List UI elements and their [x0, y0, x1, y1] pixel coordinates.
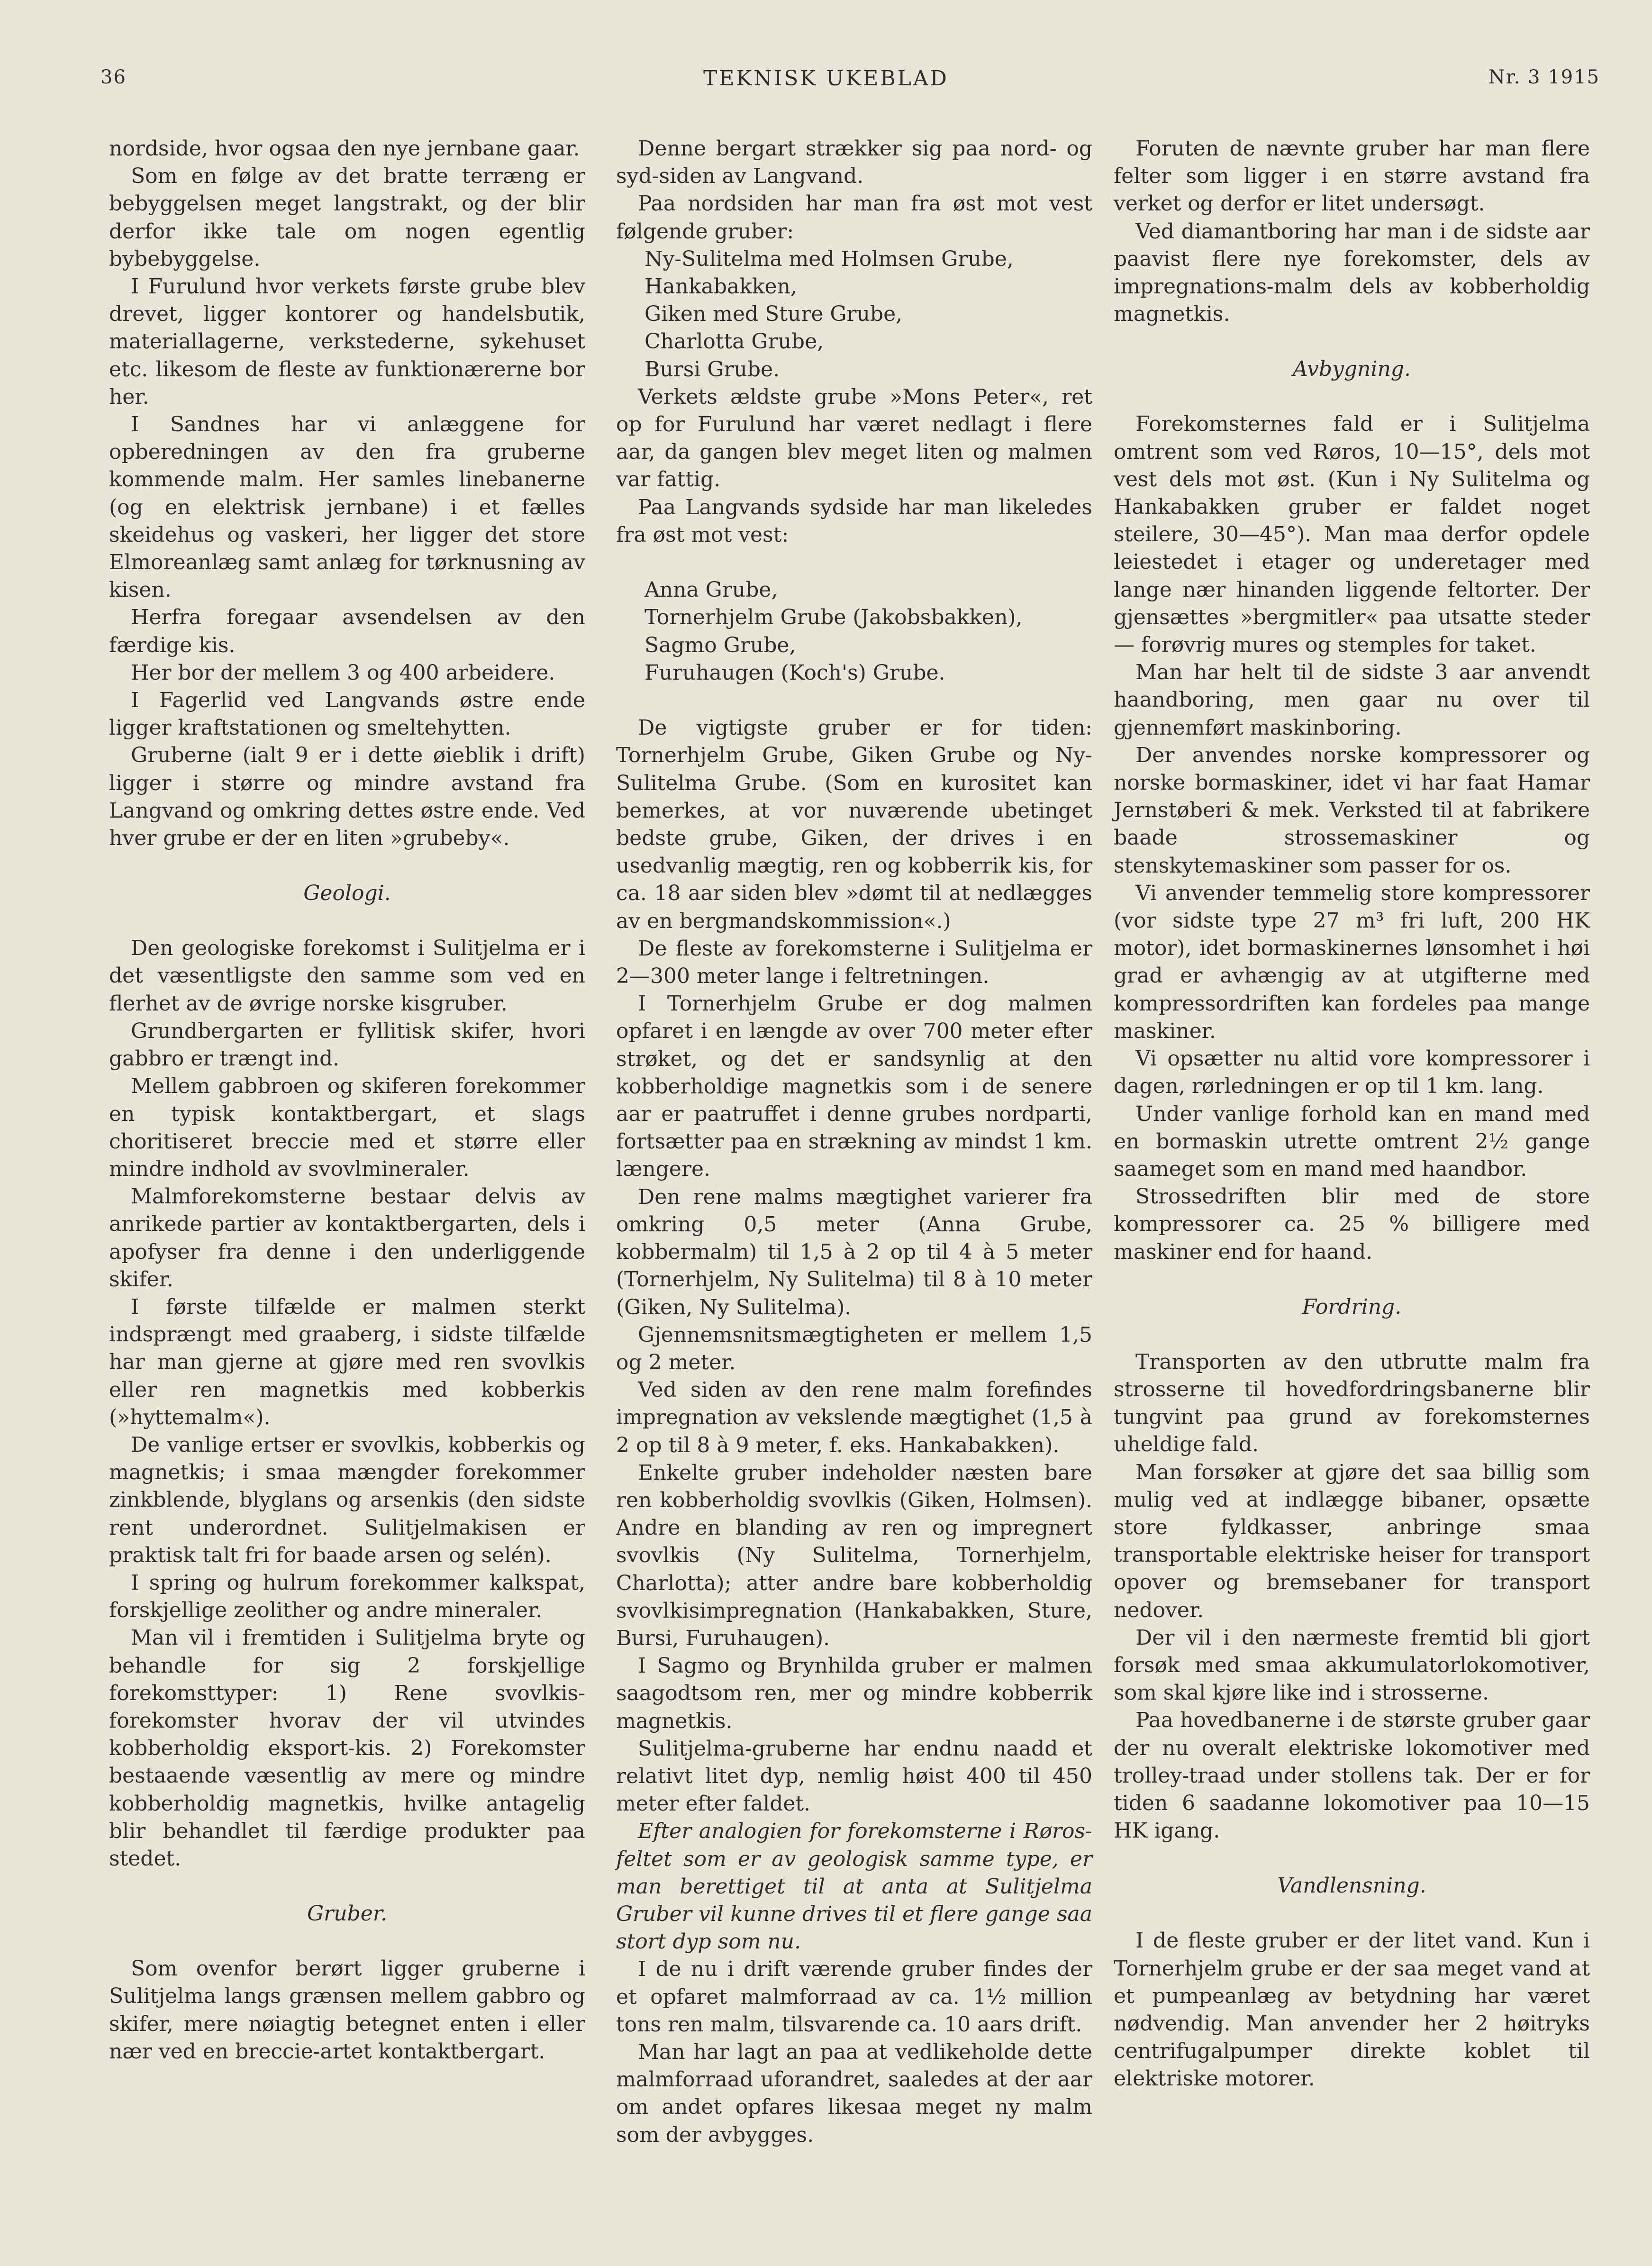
paragraph: I de fleste gruber er der litet vand. Kun i Tornerhjelm grube er der saa meget vand at et pumpeanlæg av betydning har været nødvendig. Man anvender her 2 høitryks centrifugalpumper direkte koblet til elektriske motorer. — [1114, 1929, 1590, 2091]
paragraph: De vanlige ertser er svovlkis, kobberkis og magnetkis; i smaa mængder forekommer zinkblende, blyglans og arsenkis (den sidste rent underordnet. Sulitjelmakisen er praktisk talt fri for baade arsen og selén). — [109, 1432, 585, 1567]
paragraph: Her bor der mellem 3 og 400 arbeidere. — [131, 660, 555, 685]
paragraph: De vigtigste gruber er for tiden: Tornerhjelm Grube, Giken Grube og Ny-Sulitelma Grube. (Som en kurositet kan bemerkes, at vor nuværende ubetinget bedste grube, Giken, der drives i en usedvanlig mægtig, ren og kobberrik kis, for ca. 18 aar siden blev »dømt til at nedlægges av en bergmandskommission«.) — [616, 716, 1092, 933]
page-header — [0, 66, 1652, 100]
paragraph: Man har helt til de sidste 3 aar anvendt haandboring, men gaar nu over til gjennemført maskinboring. — [1114, 660, 1590, 740]
paragraph: Man vil i fremtiden i Sulitjelma bryte og behandle for sig 2 forskjellige forekomsttyper: 1) Rene svovlkis-forekomster hvorav der vil utvindes kobberholdig eksport-kis. 2) Forekomster bestaaende væsentlig av mere og mindre kobberholdig magnetkis, hvilke antagelig blir behandlet til færdige produkter paa stedet. — [109, 1626, 585, 1871]
paragraph-italic: Efter analogien for forekomsterne i Røros-feltet som er av geologisk samme type, er man berettiget til at anta at Sulitjelma Gruber vil kunne drives til et flere gange saa stort dyp som nu. — [616, 1819, 1092, 1954]
list-item: Ny-Sulitelma med Holmsen Grube, — [644, 246, 1014, 271]
paragraph: I Sandnes har vi anlæggene for opberedningen av den fra gruberne kommende malm. Her samles linebanerne (og en elektrisk jernbane) i et fælles skeidehus og vaskeri, her ligger det store Elmoreanlæg samt anlæg for tørknusning av kisen. — [109, 412, 585, 602]
paragraph: Forekomsternes fald er i Sulitjelma omtrent som ved Røros, 10—15°, dels mot vest dels mot øst. (Kun i Ny Sulitelma og Hankabakken gruber er faldet noget steilere, 30—45°). Man maa derfor opdele leiestedet i etager og underetager med lange nær hinanden liggende feltorter. Der gjensættes »bergmitler« paa utsatte steder — forøvrig mures og stemples for taket. — [1114, 412, 1590, 657]
list-item: Giken med Sture Grube, — [644, 302, 903, 327]
paragraph: Man har lagt an paa at vedlikeholde dette malmforraad uforandret, saaledes at der aar om andet opfares likesaa meget ny malm som der avbygges. — [616, 2039, 1092, 2147]
paragraph: I Furulund hvor verkets første grube blev drevet, ligger kontorer og handelsbutik, materiallagerne, verkstederne, sykehuset etc. likesom de fleste av funktionærerne bor her. — [109, 274, 585, 409]
paragraph: Malmforekomsterne bestaar delvis av anrikede partier av kontaktbergarten, dels i apofyser fra denne i den underliggende skifer. — [109, 1184, 585, 1292]
paragraph: Vi anvender temmelig store kompressorer (vor sidste type 27 m³ fri luft, 200 HK motor), idet bormaskinernes lønsomhet i høi grad er avhængig av at utgifterne med kompressordriften kan fordeles paa mange maskiner. — [1114, 881, 1590, 1043]
paragraph: Paa nordsiden har man fra øst mot vest følgende gruber: — [616, 191, 1092, 244]
mine-list-south — [616, 576, 1092, 687]
spacer — [616, 549, 1092, 576]
paragraph: Verkets ældste grube »Mons Peter«, ret op for Furulund har været nedlagt i flere aar, da gangen blev meget liten og malmen var fattig. — [616, 384, 1092, 492]
paragraph: Som ovenfor berørt ligger gruberne i Sulitjelma langs grænsen mellem gabbro og skifer, mere nøiagtig betegnet enten i eller nær ved en breccie-artet kontaktbergart. — [109, 1957, 585, 2064]
paragraph: Sulitjelma-gruberne har endnu naadd et relativt litet dyp, nemlig høist 400 til 450 meter efter faldet. — [616, 1736, 1092, 1816]
paragraph: Ved diamantboring har man i de sidste aar paavist flere nye forekomster, dels av impregnations-malm dels av kobberholdig magnetkis. — [1114, 219, 1590, 327]
paragraph: I Sagmo og Brynhilda gruber er malmen saagodtsom ren, mer og mindre kobberrik magnetkis. — [616, 1654, 1092, 1733]
column-2 — [616, 135, 1092, 2149]
mine-list-north — [616, 246, 1092, 383]
paragraph: Mellem gabbroen og skiferen forekommer en typisk kontaktbergart, et slags choritiseret breccie med et større eller mindre indhold av svovlmineraler. — [109, 1074, 585, 1181]
paragraph: Denne bergart strækker sig paa nord- og syd-siden av Langvand. — [616, 137, 1092, 189]
section-heading-fordring: Fordring. — [1302, 1294, 1402, 1319]
journal-title: TEKNISK UKEBLAD — [703, 66, 949, 91]
paragraph: I spring og hulrum forekommer kalkspat, forskjellige zeolither og andre mineraler. — [109, 1570, 585, 1623]
page-number: 36 — [100, 66, 127, 88]
list-item: Sagmo Grube, — [644, 633, 796, 657]
paragraph: Under vanlige forhold kan en mand med en bormaskin utrette omtrent 2½ gange saameget som en mand med haandbor. — [1114, 1101, 1590, 1181]
section-heading-geologi: Geologi. — [303, 881, 391, 906]
list-item: Anna Grube, — [644, 578, 778, 602]
paragraph: Ved siden av den rene malm forefindes impregnation av vekslende mægtighet (1,5 à 2 op til 8 à 9 meter, f. eks. Hankabakken). — [616, 1378, 1092, 1457]
paragraph: Paa Langvands sydside har man likeledes fra øst mot vest: — [616, 495, 1092, 547]
column-1 — [109, 135, 585, 2066]
paragraph: I de nu i drift værende gruber findes der et opfaret malmforraad av ca. 1½ million tons ren malm, tilsvarende ca. 10 aars drift. — [616, 1957, 1092, 2037]
paragraph: Der anvendes norske kompressorer og norske bormaskiner, idet vi har faat Hamar Jernstøberi & mek. Verksted til at fabrikere baade strossemaskiner og stenskytemaskiner som passer for os. — [1114, 743, 1590, 878]
paragraph: Foruten de nævnte gruber har man flere felter som ligger i en større avstand fra verket og derfor er litet undersøgt. — [1114, 137, 1590, 216]
spacer — [616, 687, 1092, 714]
paragraph: Gjennemsnitsmægtigheten er mellem 1,5 og 2 meter. — [616, 1322, 1092, 1374]
section-heading-gruber: Gruber. — [307, 1902, 387, 1926]
paragraph: Den geologiske forekomst i Sulitjelma er i det væsentligste den samme som ved en flerhet av de øvrige norske kisgruber. — [109, 936, 585, 1016]
paragraph: Enkelte gruber indeholder næsten bare ren kobberholdig svovlkis (Giken, Holmsen). Andre en blanding av ren og impregnert svovlkis (Ny Sulitelma, Tornerhjelm, Charlotta); atter andre bare kobberholdig svovlkisimpregnation (Hankabakken, Sture, Bursi, Furuhaugen). — [616, 1460, 1092, 1650]
issue-number: Nr. 3 1915 — [1488, 66, 1600, 88]
paragraph: Man forsøker at gjøre det saa billig som mulig ved at indlægge bibaner, opsætte store fyldkasser, anbringe smaa transportable elektriske heiser for transport opover og bremsebaner for transport nedover. — [1114, 1460, 1590, 1622]
paragraph: Paa hovedbanerne i de største gruber gaar der nu overalt elektriske lokomotiver med trolley-traad under stollens tak. Der er for tiden 6 saadanne lokomotiver paa 10—15 HK igang. — [1114, 1708, 1590, 1843]
paragraph: nordside, hvor ogsaa den nye jernbane gaar. — [109, 137, 580, 161]
list-item: Tornerhjelm Grube (Jakobsbakken), — [644, 605, 1023, 630]
paragraph: I Tornerhjelm Grube er dog malmen opfaret i en længde av over 700 meter efter strøket, og det er sandsynlig at den kobberholdige magnetkis som i de senere aar er paatruffet i denne grubes nordparti, fortsætter paa en strækning av mindst 1 km. længere. — [616, 992, 1092, 1182]
section-heading-vandlensning: Vandlensning. — [1277, 1874, 1426, 1898]
paragraph: I Fagerlid ved Langvands østre ende ligger kraftstationen og smeltehytten. — [109, 688, 585, 740]
list-item: Bursi Grube. — [644, 357, 780, 382]
section-heading-avbygning: Avbygning. — [1293, 357, 1411, 382]
list-item: Charlotta Grube, — [644, 329, 824, 354]
paragraph: Som en følge av det bratte terræng er bebyggelsen meget langstrakt, og der blir derfor ikke tale om nogen egentlig bybebyggelse. — [109, 164, 585, 271]
paragraph: Den rene malms mægtighet varierer fra omkring 0,5 meter (Anna Grube, kobbermalm) til 1,5 à 2 op til 4 à 5 meter (Tornerhjelm, Ny Sulitelma) til 8 à 10 meter (Giken, Ny Sulitelma). — [616, 1184, 1092, 1320]
paragraph: Grundbergarten er fyllitisk skifer, hvori gabbro er trængt ind. — [109, 1019, 585, 1071]
paragraph: Strossedriften blir med de store kompressorer ca. 25 % billigere med maskiner end for haand. — [1114, 1184, 1590, 1264]
paragraph: Herfra foregaar avsendelsen av den færdige kis. — [109, 605, 585, 657]
paragraph: I første tilfælde er malmen sterkt indsprængt med graaberg, i sidste tilfælde har man gjerne at gjøre med ren svovlkis eller ren magnetkis med kobberkis (»hyttemalm«). — [109, 1294, 585, 1429]
list-item: Furuhaugen (Koch's) Grube. — [644, 660, 945, 685]
column-3 — [1114, 135, 1590, 2093]
paragraph: Transporten av den utbrutte malm fra strosserne til hovedfordringsbanerne blir tungvint paa grund av forekomsternes uheldige fald. — [1114, 1349, 1590, 1457]
paragraph: Der vil i den nærmeste fremtid bli gjort forsøk med smaa akkumulatorlokomotiver, som skal kjøre like ind i strosserne. — [1114, 1625, 1590, 1705]
list-item: Hankabakken, — [644, 274, 797, 299]
paragraph: Gruberne (ialt 9 er i dette øieblik i drift) ligger i større og mindre avstand fra Langvand og omkring dettes østre ende. Ved hver grube er der en liten »grubeby«. — [109, 743, 585, 851]
paragraph: De fleste av forekomsterne i Sulitjelma er 2—300 meter lange i feltretningen. — [616, 936, 1092, 989]
paragraph: Vi opsætter nu altid vore kompressorer i dagen, rørledningen er op til 1 km. lang. — [1114, 1047, 1590, 1099]
